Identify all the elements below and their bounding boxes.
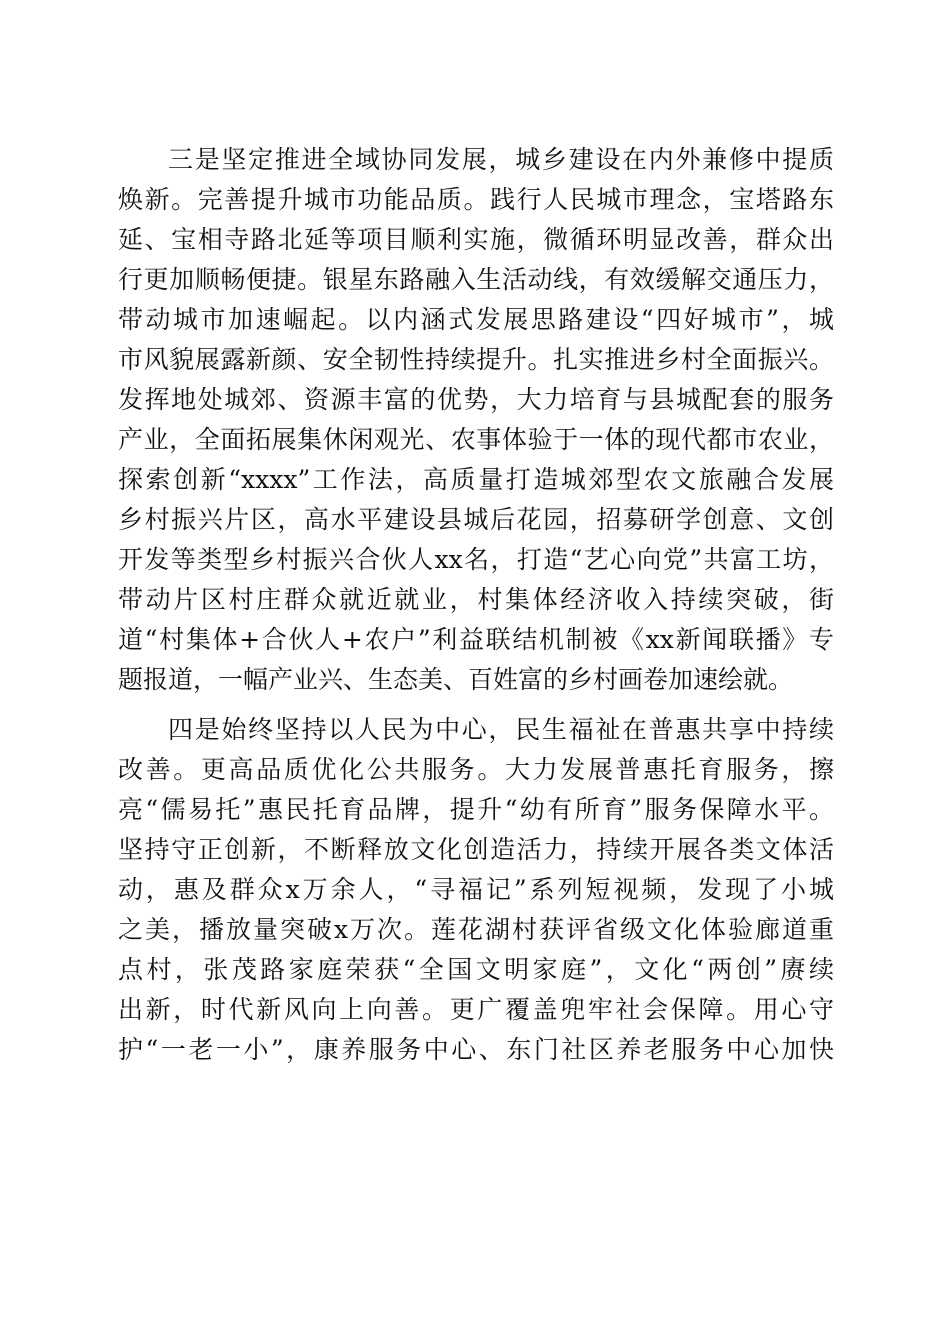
paragraph-4-line-8: 出新，时代新风向上向善。更广覆盖兜牢社会保障。用心守 (118, 995, 834, 1024)
paragraph-3-line-11: 开发等类型乡村振兴合伙人xx名，打造“艺心向党”共富工坊， (118, 545, 834, 574)
paragraph-3-line-1: 三是坚定推进全域协同发展，城乡建设在内外兼修中提质 (168, 145, 834, 174)
paragraph-3-line-14: 题报道，一幅产业兴、生态美、百姓富的乡村画卷加速绘就。 (118, 665, 794, 694)
paragraph-4-line-2: 改善。更高品质优化公共服务。大力发展普惠托育服务，擦 (118, 755, 834, 784)
paragraph-3-line-4: 行更加顺畅便捷。银星东路融入生活动线，有效缓解交通压力， (118, 265, 834, 294)
paragraph-3-line-8: 产业，全面拓展集休闲观光、农事体验于一体的现代都市农业， (118, 425, 834, 454)
paragraph-3-line-10: 乡村振兴片区，高水平建设县城后花园，招募研学创意、文创 (118, 505, 834, 534)
paragraph-4-line-7: 点村，张茂路家庭荣获“全国文明家庭”，文化“两创”赓续 (118, 955, 834, 984)
paragraph-3-line-5: 带动城市加速崛起。以内涵式发展思路建设“四好城市”，城 (118, 305, 834, 334)
paragraph-4-line-3: 亮“儒易托”惠民托育品牌，提升“幼有所育”服务保障水平。 (118, 795, 834, 824)
paragraph-3-line-7: 发挥地处城郊、资源丰富的优势，大力培育与县城配套的服务 (118, 385, 834, 414)
paragraph-4-line-6: 之美，播放量突破x万次。莲花湖村获评省级文化体验廊道重 (118, 915, 834, 944)
paragraph-4-line-1: 四是始终坚持以人民为中心，民生福祉在普惠共享中持续 (168, 715, 834, 744)
paragraph-4-line-4: 坚持守正创新，不断释放文化创造活力，持续开展各类文体活 (118, 835, 834, 864)
paragraph-3-line-13: 道“村集体+合伙人+农户”利益联结机制被《xx新闻联播》专 (118, 625, 834, 654)
paragraph-4-line-5: 动，惠及群众x万余人，“寻福记”系列短视频，发现了小城 (118, 875, 834, 904)
paragraph-3-line-12: 带动片区村庄群众就近就业，村集体经济收入持续突破，街 (118, 585, 834, 614)
paragraph-3-line-9: 探索创新“xxxx”工作法，高质量打造城郊型农文旅融合发展 (118, 465, 834, 494)
paragraph-3-line-6: 市风貌展露新颜、安全韧性持续提升。扎实推进乡村全面振兴。 (118, 345, 834, 374)
paragraph-3-line-2: 焕新。完善提升城市功能品质。践行人民城市理念，宝塔路东 (118, 185, 834, 214)
paragraph-3-line-3: 延、宝相寺路北延等项目顺利实施，微循环明显改善，群众出 (118, 225, 834, 254)
paragraph-4-line-9: 护“一老一小”，康养服务中心、东门社区养老服务中心加快 (118, 1035, 834, 1064)
